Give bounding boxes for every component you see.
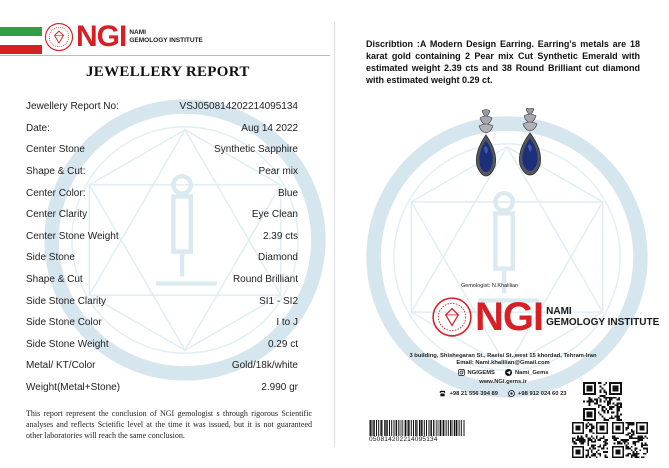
instagram-icon: [458, 369, 465, 376]
field-label: Shape & Cut: [26, 274, 83, 286]
field-value: Synthetic Sapphire: [214, 144, 298, 156]
qr-code-website[interactable]: [583, 382, 622, 421]
field-label: Side Stone Clarity: [26, 295, 107, 307]
barcode: [369, 420, 465, 436]
field-label: Jewellery Report No:: [26, 101, 119, 113]
field-label: Side Stone: [26, 252, 75, 264]
ngi-logo-large: [431, 296, 659, 338]
field-label: Center Color:: [26, 187, 86, 199]
field-label: Side Stone Color: [26, 317, 102, 329]
field-label: Metal/ KT/Color: [26, 360, 96, 372]
gemologist-name: Gemologist: N.Khalilian: [461, 283, 519, 289]
report-row: [26, 355, 298, 377]
qr-code-report[interactable]: [572, 422, 608, 458]
report-row: [26, 182, 298, 204]
barcode-number: 050814202214095134: [369, 436, 438, 443]
phone-item[interactable]: +98 21 556 394 89: [439, 390, 498, 397]
field-value: Gold/18k/white: [231, 360, 298, 372]
item-description: Discribtion :A Modern Design Earring. Earring’s metals are 18 karat gold containing 2 Pear mix Cut Synthetic Emerald with estimated weight 2.39 cts and 38 Round Brilliant cut diamond with estimated weight 0.29 ct.: [366, 39, 640, 85]
report-row: [26, 290, 298, 312]
report-row: [26, 96, 298, 118]
field-label: Side Stone Weight: [26, 338, 109, 350]
report-row: [26, 118, 298, 140]
phone-icon: [439, 390, 446, 397]
website-link[interactable]: www.NGI.gems.ir: [479, 379, 527, 385]
header-rule: [0, 55, 330, 56]
field-value: Eye Clean: [251, 209, 298, 221]
whatsapp-icon: [508, 390, 515, 397]
email-line: [372, 360, 634, 366]
telegram-item[interactable]: Nami_Gems: [505, 369, 549, 376]
field-label: Center Stone: [26, 144, 85, 156]
iran-flag-icon: [0, 27, 42, 54]
social-line: [372, 369, 634, 376]
report-row: [26, 312, 298, 334]
field-value: Blue: [277, 187, 298, 199]
disclaimer: This report represent the conclusion of NGI gemologist s through rigorous Scientific analyses and reflects Scietific level at the time it was issued, but it is not guaranteed other laboratories will reach the same conclusion.: [26, 409, 312, 440]
page-divider: [334, 22, 335, 447]
logo-subtitle: NAMI GEMOLOGY INSTITUTE: [546, 306, 660, 328]
instagram-item[interactable]: NGIGEMS: [458, 369, 495, 376]
logo-subtitle: NAMI GEMOLOGY INSTITUTE: [129, 29, 203, 44]
field-label: Center Stone Weight: [26, 230, 119, 242]
qr-code-contact[interactable]: [612, 422, 648, 458]
field-label: Date:: [26, 122, 50, 134]
report-row: [26, 247, 298, 269]
email-text[interactable]: Email: Nami.khalilian@Gmail.com: [456, 360, 550, 366]
report-row: [26, 269, 298, 291]
report-title: JEWELLERY REPORT: [86, 64, 250, 80]
field-value: SI1 - SI2: [259, 295, 298, 307]
field-value: 2.39 cts: [262, 230, 298, 242]
report-row: [26, 139, 298, 161]
seal-icon: [44, 22, 74, 52]
field-value: 2.990 gr: [261, 382, 298, 394]
field-value: I to J: [276, 317, 298, 329]
telegram-icon: [505, 369, 512, 376]
report-row: [26, 377, 298, 399]
address: 3 building, Shishegaran St., Raeisi St.,west 15 khordad, Tehram-Iran: [409, 353, 597, 359]
ngi-logo: [44, 22, 203, 52]
field-value: Pear mix: [258, 166, 298, 178]
field-value: Aug 14 2022: [241, 122, 298, 134]
report-row: [26, 334, 298, 356]
logo-text: NGI: [475, 295, 544, 339]
whatsapp-item[interactable]: +98 912 024 60 23: [508, 390, 567, 397]
report-fields: [26, 96, 298, 398]
field-value: 0.29 ct: [267, 338, 298, 350]
seal-icon: [431, 296, 473, 338]
field-label: Center Clarity: [26, 209, 88, 221]
field-value: VSJ050814202214095134: [179, 101, 298, 113]
field-label: Shape & Cut:: [26, 166, 86, 178]
field-label: Weight(Metal+Stone): [26, 382, 121, 394]
report-row: [26, 204, 298, 226]
earring-photo: [462, 108, 558, 186]
report-row: [26, 161, 298, 183]
report-row: [26, 226, 298, 248]
field-value: Round Brilliant: [232, 274, 298, 286]
field-value: Diamond: [257, 252, 298, 264]
logo-text: NGI: [76, 20, 127, 53]
